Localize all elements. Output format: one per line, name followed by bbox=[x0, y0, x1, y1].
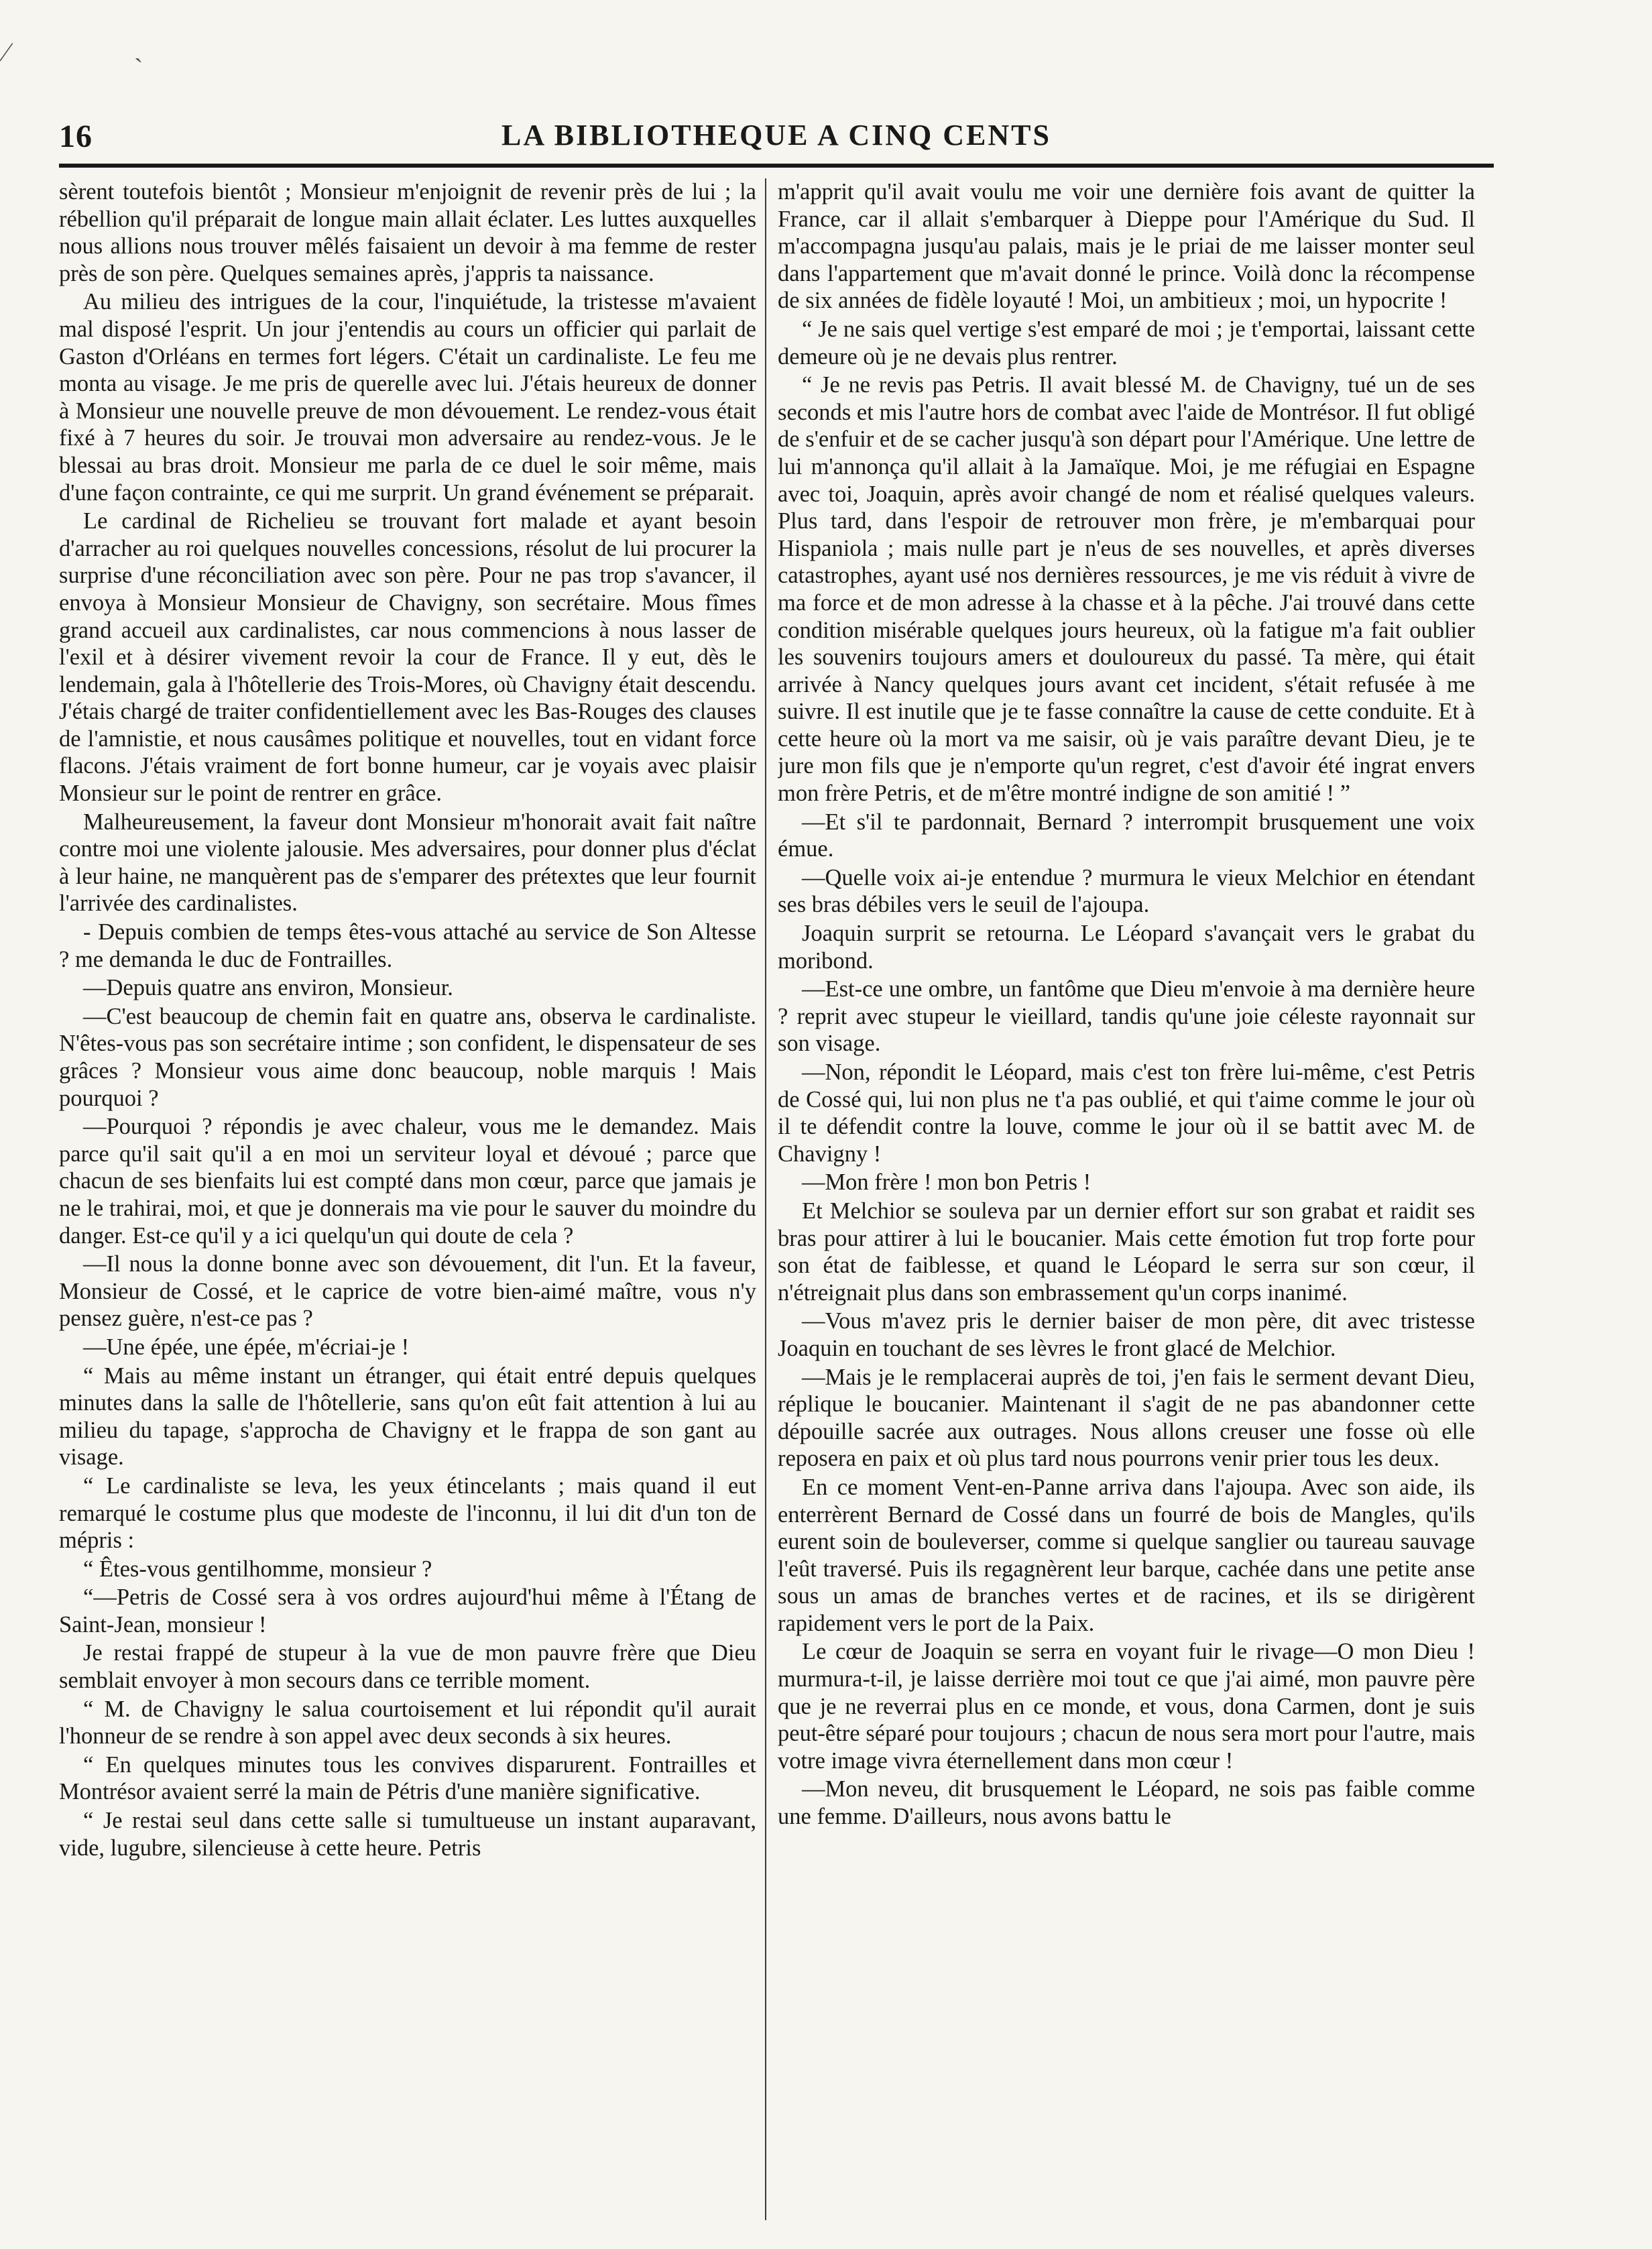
paragraph: Le cardinal de Richelieu se trouvant fort malade et ayant besoin d'arracher au roi quelques nouvelles concessions, résolut de lui procurer la surprise d'une réconciliation avec son père. Pour ne pas trop s'avancer, il envoya à Monsieur Monsieur de Chavigny, son secrétaire. Mous fîmes grand accueil aux cardinalistes, car nous commencions à nous lasser de l'exil et à désirer vivement revoir la cour de France. Il y eut, dès le lendemain, gala à l'hôtellerie des Trois-Mores, où Chavigny était descendu. J'étais chargé de traiter confidentiellement avec les Bas-Rouges des clauses de l'amnistie, et nous causâmes politique et nouvelles, tout en vidant force flacons. J'étais vraiment de fort bonne humeur, car je voyais avec plaisir Monsieur sur le point de rentrer en grâce. bbox=[59, 508, 756, 807]
paragraph: —Pourquoi ? répondis je avec chaleur, vous me le demandez. Mais parce qu'il sait qu'il a en moi un serviteur loyal et dévoué ; parce que chacun de ses bienfaits lui est compté dans mon cœur, parce que jamais je ne le trahirai, moi, et que je donnerais ma vie pour le sauver du moindre du danger. Est-ce qu'il y a ici quelqu'un qui doute de cela ? bbox=[59, 1114, 756, 1249]
paragraph: “ Je ne revis pas Petris. Il avait blessé M. de Chavigny, tué un de ses seconds et mis l'autre hors de combat avec l'aide de Montrésor. Il fut obligé de s'enfuir et de se cacher jusqu'à son départ pour l'Amérique. Une lettre de lui m'annonça qu'il allait à la Jamaïque. Moi, je me réfugiai en Espagne avec toi, Joaquin, après avoir changé de nom et réalisé quelques valeurs. Plus tard, dans l'espoir de retrouver mon frère, je m'embarquai pour Hispaniola ; mais nulle part je n'eus de ses nouvelles, et après diverses catastrophes, ayant usé nos dernières ressources, je me vis réduit à vivre de ma force et de mon adresse à la chasse et à la pêche. J'ai trouvé dans cette condition misérable quelques jours heureux, où la fatigue m'a fait oublier les souvenirs toujours amers et douloureux du passé. Ta mère, qui était arrivée à Nancy quelques jours avant cet incident, s'était refusée à me suivre. Il est inutile que je te fasse connaître la cause de cette conduite. Et à cette heure où la mort va me saisir, où je vais paraître devant Dieu, je te jure mon fils que je n'emporte qu'un regret, c'est d'avoir été ingrat envers mon frère Petris, et de m'être montré indigne de son amitié ! ” bbox=[778, 372, 1475, 807]
paragraph: —Mon frère ! mon bon Petris ! bbox=[802, 1169, 1092, 1196]
paragraph: —Mon neveu, dit brusquement le Léopard, ne sois pas faible comme une femme. D'ailleurs, nous avons battu le bbox=[778, 1776, 1475, 1830]
paragraph: “ Mais au même instant un étranger, qui était entré depuis quelques minutes dans la salle de l'hôtellerie, sans qu'on eût fait attention à lui au milieu du tapage, s'approcha de Chavigny et le frappa de son gant au visage. bbox=[59, 1363, 756, 1470]
right-column bbox=[778, 178, 1475, 2220]
paragraph: “ Je ne sais quel vertige s'est emparé de moi ; je t'emportai, laissant cette demeure où je ne devais plus rentrer. bbox=[778, 316, 1475, 369]
paragraph: m'apprit qu'il avait voulu me voir une dernière fois avant de quitter la France, car il allait s'embarquer à Dieppe pour l'Amérique du Sud. Il m'accompagna jusqu'au palais, mais je le priai de me laisser monter seul dans l'appartement que m'avait donné le prince. Voilà donc la récompense de six années de fidèle loyauté ! Moi, un ambitieux ; moi, un hypocrite ! bbox=[778, 179, 1475, 314]
paragraph: Je restai frappé de stupeur à la vue de mon pauvre frère que Dieu semblait envoyer à mon secours dans ce terrible moment. bbox=[59, 1640, 756, 1694]
paragraph: Malheureusement, la faveur dont Monsieur m'honorait avait fait naître contre moi une violente jalousie. Mes adversaires, pour donner plus d'éclat à leur haine, ne manquèrent pas de s'emparer des prétextes que leur fournit l'arrivée des cardinalistes. bbox=[59, 809, 756, 917]
paragraph: “ En quelques minutes tous les convives disparurent. Fontrailles et Montrésor avaient serré la main de Pétris d'une manière significative. bbox=[59, 1751, 756, 1805]
paragraph: —Une épée, une épée, m'écriai-je ! bbox=[83, 1334, 410, 1360]
paragraph: “ M. de Chavigny le salua courtoisement et lui répondit qu'il aurait l'honneur de se rendre à son appel avec deux seconds à six heures. bbox=[59, 1696, 756, 1749]
margin-mark: ` bbox=[134, 53, 143, 83]
left-column bbox=[59, 178, 756, 2220]
paragraph: —Il nous la donne bonne avec son dévouement, dit l'un. Et la faveur, Monsieur de Cossé, et le caprice de votre bien-aimé maître, vous n'y pensez guère, n'est-ce pas ? bbox=[59, 1251, 756, 1332]
paragraph: —C'est beaucoup de chemin fait en quatre ans, observa le cardinaliste. N'êtes-vous pas son secrétaire intime ; son confident, le dispensateur de ses grâces ? Monsieur vous aime donc beaucoup, noble marquis ! Mais pourquoi ? bbox=[59, 1003, 756, 1111]
paragraph: —Vous m'avez pris le dernier baiser de mon père, dit avec tristesse Joaquin en touchant de ses lèvres le front glacé de Melchior. bbox=[778, 1308, 1475, 1361]
running-title: LA BIBLIOTHEQUE A CINQ CENTS bbox=[501, 119, 1051, 152]
paragraph: Joaquin surprit se retourna. Le Léopard s'avançait vers le grabat du moribond. bbox=[778, 921, 1475, 974]
page-number: 16 bbox=[59, 119, 93, 154]
paragraph: —Est-ce une ombre, un fantôme que Dieu m'envoie à ma dernière heure ? reprit avec stupeur le vieillard, tandis qu'une joie céleste rayonnait sur son visage. bbox=[778, 976, 1475, 1057]
paragraph: En ce moment Vent-en-Panne arriva dans l'ajoupa. Avec son aide, ils enterrèrent Bernard de Cossé dans un fourré de bois de Mangles, qu'ils eurent soin de bouleverser, comme si quelque sanglier ou taureau sauvage l'eût traversé. Puis ils regagnèrent leur barque, cachée dans une petite anse sous un amas de branches vertes et de racines, et ils se dirigèrent rapidement vers le port de la Paix. bbox=[778, 1474, 1475, 1636]
paragraph: Au milieu des intrigues de la cour, l'inquiétude, la tristesse m'avaient mal disposé l'esprit. Un jour j'entendis au cours un officier qui parlait de Gaston d'Orléans en termes fort légers. C'était un cardinaliste. Le feu me monta au visage. Je me pris de querelle avec lui. J'étais heureux de donner à Monsieur une nouvelle preuve de mon dévouement. Le rendez-vous était fixé à 7 heures du soir. Je trouvai mon adversaire au rendez-vous. Je le blessai au bras droit. Monsieur me parla de ce duel le soir même, mais d'une façon contrainte, ce qui me surprit. Un grand événement se préparait. bbox=[59, 289, 756, 506]
paragraph: sèrent toutefois bientôt ; Monsieur m'enjoignit de revenir près de lui ; la rébellion qu'il préparait de longue main allait éclater. Les luttes auxquelles nous allions nous trouver mêlés faisaient un devoir à ma femme de rester près de son père. Quelques semaines après, j'appris ta naissance. bbox=[59, 179, 756, 286]
paragraph: “ Êtes-vous gentilhomme, monsieur ? bbox=[83, 1556, 432, 1582]
header-rule bbox=[59, 164, 1494, 168]
paragraph: “—Petris de Cossé sera à vos ordres aujourd'hui même à l'Étang de Saint-Jean, monsieur ! bbox=[59, 1584, 756, 1637]
paragraph: “ Je restai seul dans cette salle si tumultueuse un instant auparavant, vide, lugubre, silencieuse à cette heure. Petris bbox=[59, 1808, 756, 1861]
paragraph: —Mais je le remplacerai auprès de toi, j'en fais le serment devant Dieu, réplique le boucanier. Maintenant il s'agit de ne pas abandonner cette dépouille sacrée aux outrages. Nous allons creuser une fosse où elle reposera en paix et où plus tard nous pourrons venir prier tous les deux. bbox=[778, 1364, 1475, 1472]
paragraph: Et Melchior se souleva par un dernier effort sur son grabat et raidit ses bras pour attirer à lui le boucanier. Mais cette émotion fut trop forte pour son état de faiblesse, et quand le Léopard le serra sur son cœur, il n'étreignait plus dans son embrassement qu'un corps inanimé. bbox=[778, 1198, 1475, 1306]
paragraph: —Quelle voix ai-je entendue ? murmura le vieux Melchior en étendant ses bras débiles vers le seuil de l'ajoupa. bbox=[778, 864, 1475, 918]
column-divider bbox=[765, 178, 766, 2220]
paragraph: - Depuis combien de temps êtes-vous attaché au service de Son Altesse ? me demanda le duc de Fontrailles. bbox=[59, 919, 756, 972]
paragraph: —Non, répondit le Léopard, mais c'est ton frère lui-même, c'est Petris de Cossé qui, lui non plus ne t'a pas oublié, et qui t'aime comme le jour où il te défendit contre la louve, comme le jour où il se battit avec M. de Chavigny ! bbox=[778, 1059, 1475, 1167]
margin-mark: ⁄ bbox=[4, 37, 9, 67]
paragraph: —Et s'il te pardonnait, Bernard ? interrompit brusquement une voix émue. bbox=[778, 809, 1475, 862]
paragraph: “ Le cardinaliste se leva, les yeux étincelants ; mais quand il eut remarqué le costume plus que modeste de l'inconnu, il lui dit d'un ton de mépris : bbox=[59, 1473, 756, 1554]
paragraph: Le cœur de Joaquin se serra en voyant fuir le rivage—O mon Dieu ! murmura-t-il, je laisse derrière moi tout ce que j'ai aimé, mon pauvre père que je ne reverrai plus en ce monde, et vous, dona Carmen, dont je suis peut-être séparé pour toujours ; chacun de nous sera mort pour l'autre, mais votre image vivra éternellement dans mon cœur ! bbox=[778, 1639, 1475, 1774]
page-header bbox=[59, 118, 1494, 165]
paragraph: —Depuis quatre ans environ, Monsieur. bbox=[83, 975, 453, 1001]
